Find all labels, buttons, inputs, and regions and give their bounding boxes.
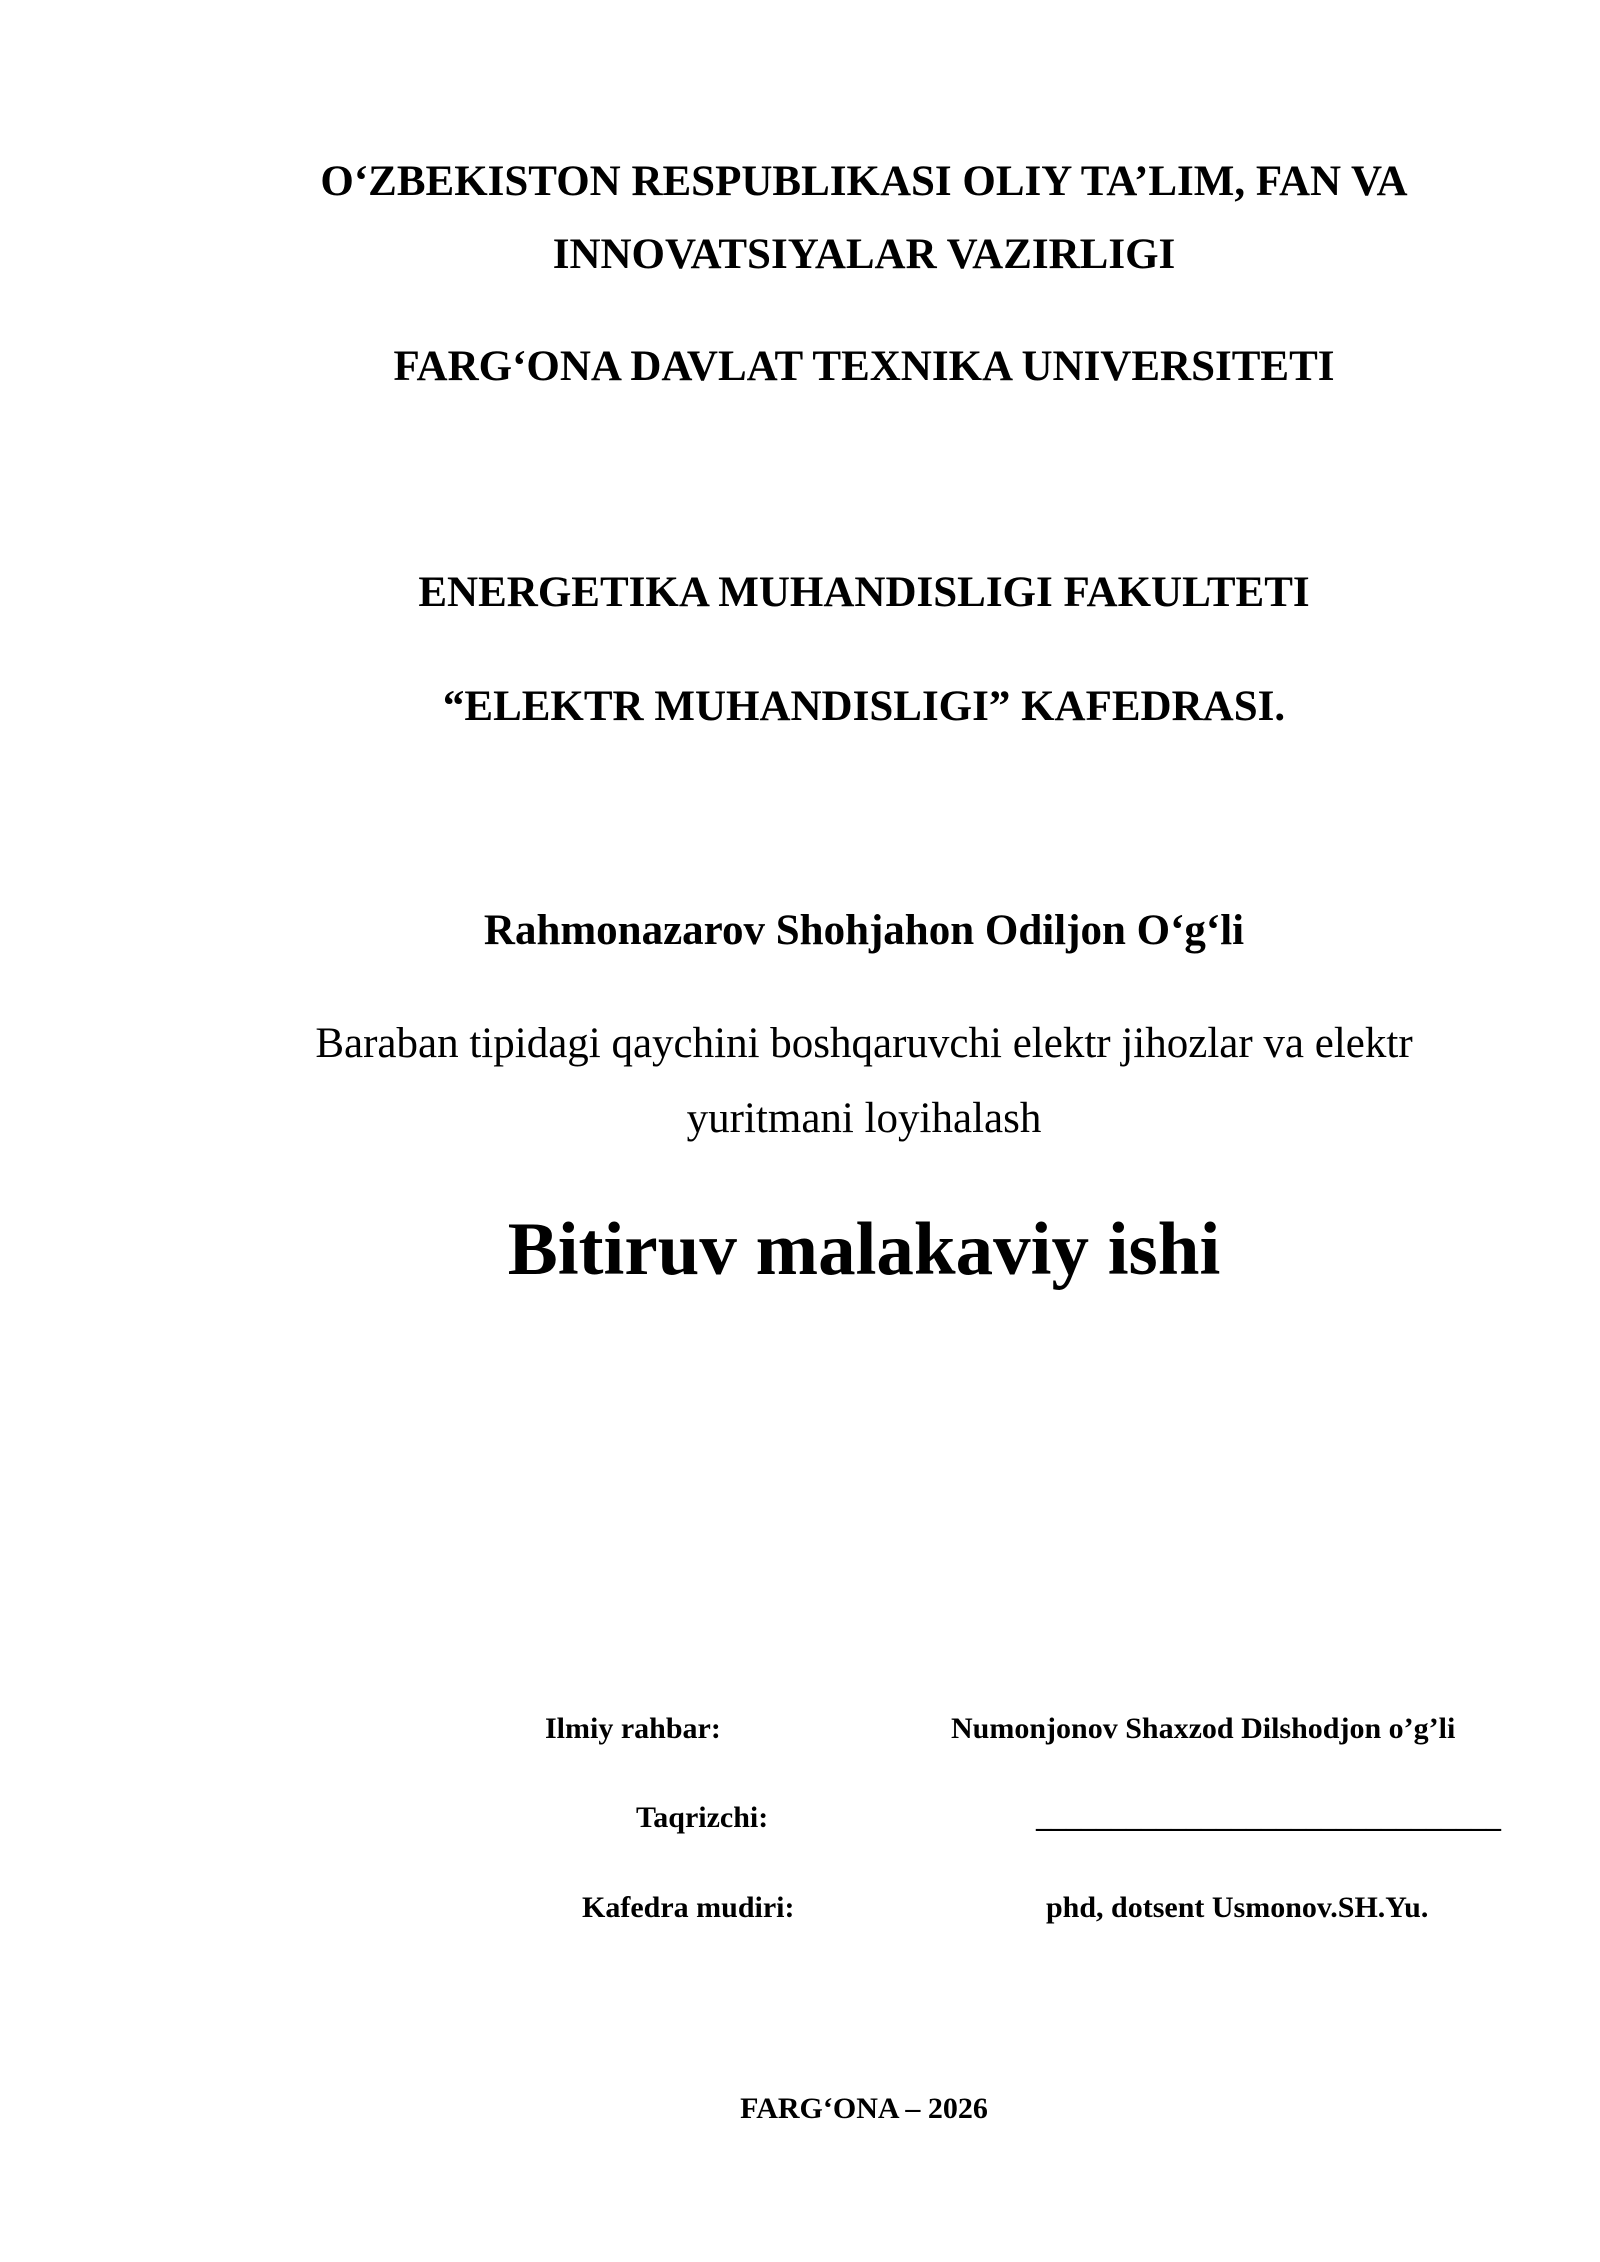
reviewer-blank-line: _______________________________: [1036, 1801, 1501, 1834]
topic-line-1: Baraban tipidagi qaychini boshqaruvchi elektr jihozlar va elektr: [315, 1020, 1413, 1067]
footer-city-year: FARG‘ONA – 2026: [740, 2092, 988, 2125]
university-name: FARG‘ONA DAVLAT TEXNIKA UNIVERSITETI: [393, 343, 1335, 390]
signature-row-reviewer: [0, 1800, 1600, 1836]
faculty-name: ENERGETIKA MUHANDISLIGI FAKULTETI: [418, 569, 1310, 616]
department-name: “ELEKTR MUHANDISLIGI” KAFEDRASI.: [442, 683, 1286, 730]
author-name: Rahmonazarov Shohjahon Odiljon O‘g‘li: [483, 907, 1245, 954]
ministry-line-1: O‘ZBEKISTON RESPUBLIKASI OLIY TA’LIM, FAN VA: [320, 158, 1408, 205]
advisor-name: Numonjonov Shaxzod Dilshodjon o’g’li: [951, 1712, 1456, 1745]
reviewer-label: Taqrizchi:: [636, 1801, 769, 1834]
work-type-title: Bitiruv malakaviy ishi: [507, 1208, 1221, 1291]
department-head-name: phd, dotsent Usmonov.SH.Yu.: [1046, 1891, 1429, 1924]
advisor-label: Ilmiy rahbar:: [545, 1712, 721, 1745]
department-head-label: Kafedra mudiri:: [582, 1891, 795, 1924]
signature-row-advisor: [0, 1711, 1600, 1747]
signature-row-department-head: [0, 1890, 1600, 1926]
topic-line-2: yuritmani loyihalash: [686, 1095, 1042, 1142]
ministry-line-2: INNOVATSIYALAR VAZIRLIGI: [552, 231, 1176, 278]
